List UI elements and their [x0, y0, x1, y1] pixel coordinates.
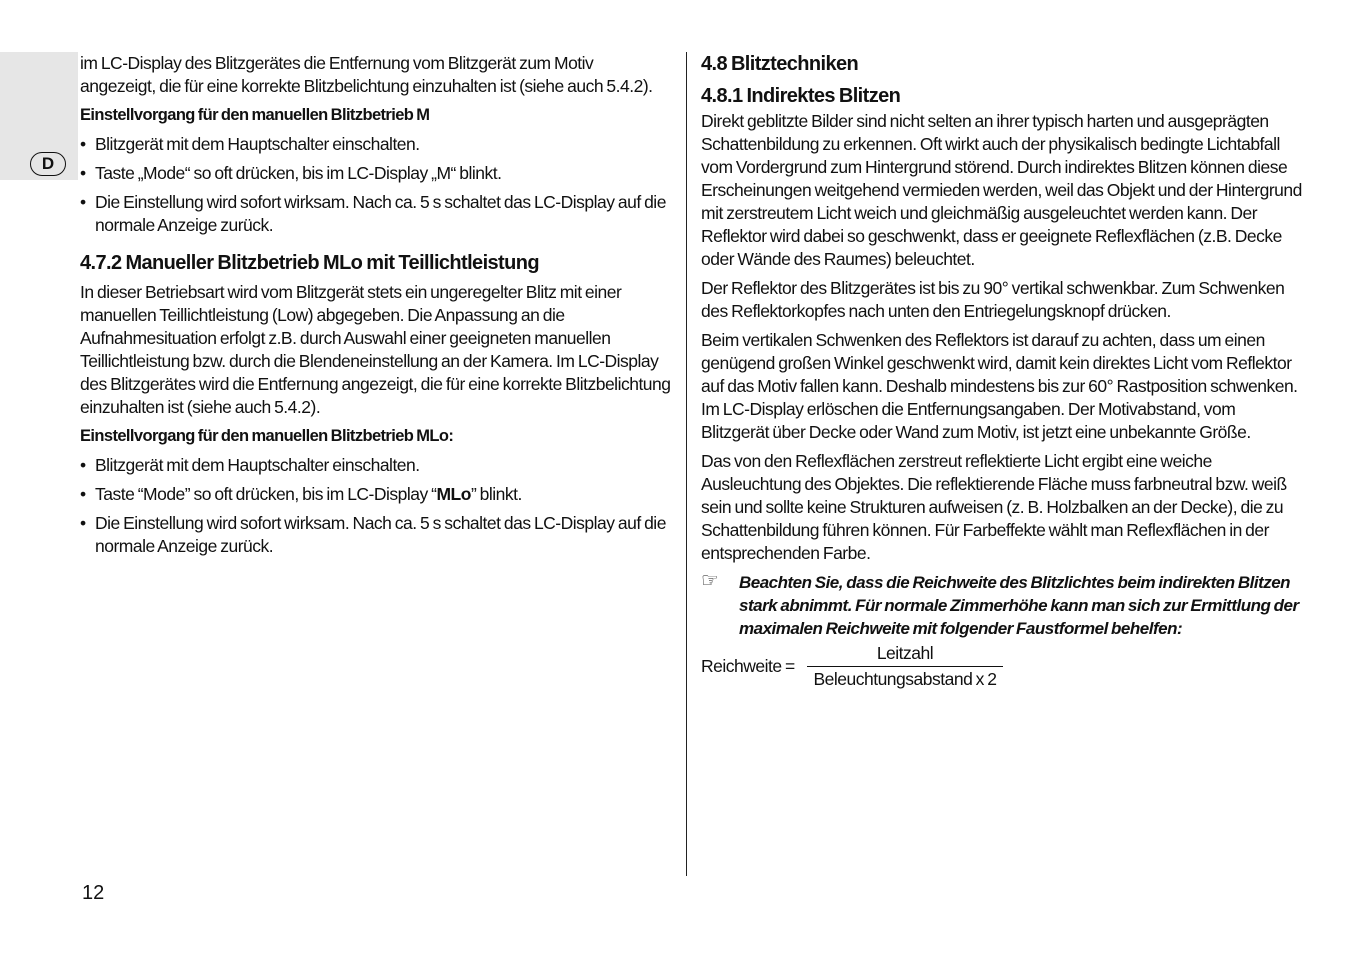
list-item [80, 512, 672, 558]
section-heading-4-8: 4.8 Blitztechniken [701, 53, 859, 75]
list-item-text: Die Einstellung wird sofort wirksam. Nach ca. 5 s schaltet das LC-Display auf die normale Anzeige zurück. [95, 513, 666, 556]
list-item [80, 483, 672, 506]
note-text: Beachten Sie, dass die Reichweite des Blitzlichtes beim indirekten Blitzen stark abnimmt. Für normale Zimmerhöhe kann man sich zur Ermittlung der maximalen Reichweite mit folgender Faustformel behelfen: [739, 573, 1299, 638]
note-block [701, 571, 1303, 640]
list-item-text-start: Taste “Mode” so oft drücken, bis im LC-Display “ [95, 484, 437, 504]
mode-code-mlo: MLo [436, 484, 471, 504]
list-item-text: Blitzgerät mit dem Hauptschalter einschalten. [95, 134, 420, 154]
language-tab [0, 52, 78, 180]
pointing-hand-icon: ☞ [701, 570, 719, 592]
formula-denominator: Beleuchtungsabstand x 2 [813, 669, 997, 689]
list-item [80, 133, 672, 156]
page-number: 12 [82, 882, 105, 904]
list-item-text [95, 484, 522, 504]
paragraph: Das von den Reflexflächen zerstreut reflektierte Licht ergibt eine weiche Ausleuchtung des Objektes. Die reflektierende Fläche muss farbneutral bzw. weiß sein und sollte keine Strukturen aufweisen (z. B. Holzbalken an der Decke), die zu Schattenbildung führen können. Für Farbeffekte wählt man Reflexflächen in der entsprechenden Farbe. [701, 451, 1287, 563]
paragraph: Beim vertikalen Schwenken des Reflektors ist darauf zu achten, dass um einen genügend großen Winkel geschwenkt wird, damit kein direktes Licht vom Reflektor auf das Motiv fallen kann. Deshalb mindestens bis zur 60° Rastposition schwenken. Im LC-Display erlöschen die Entfernungsangaben. Der Motivabstand, vom Blitzgerät über Decke oder Wand zum Motiv, ist jetzt eine unbekannte Größe. [701, 330, 1298, 442]
list-item-text-end: ” blinkt. [470, 484, 522, 504]
range-formula [701, 642, 1303, 688]
language-badge: D [30, 152, 66, 176]
bullet-icon: • [80, 484, 86, 504]
intro-paragraph: im LC-Display des Blitzgerätes die Entfernung vom Blitzgerät zum Motiv angezeigt, die für eine korrekte Blitzbelichtung einzuhalten ist (siehe auch 5.4.2). [80, 53, 653, 96]
bullet-icon: • [80, 192, 86, 212]
list-item [80, 162, 672, 185]
formula-lhs: Reichweite = [701, 656, 795, 676]
section-heading-4-8-1: 4.8.1 Indirektes Blitzen [701, 85, 901, 107]
paragraph: Direkt geblitzte Bilder sind nicht selten an ihrer typisch harten und ausgeprägten Schattenbildung zu erkennen. Oft wirkt auch der physikalisch bedingte Lichtabfall vom Vordergrund zum Hintergrund störend. Durch indirektes Blitzen können diese Erscheinungen weitgehend vermieden werden, weil das Objekt und der Hintergrund mit zerstreutem Licht weich und gleichmäßig ausgeleuchtet werden kann. Der Reflektor wird dabei so geschwenkt, dass er geeignete Reflexflächen (z.B. Decke oder Wände des Raumes) beleuchtet. [701, 111, 1302, 269]
formula-fraction [807, 642, 1003, 691]
bullet-icon: • [80, 134, 86, 154]
paragraph-4-7-2: In dieser Betriebsart wird vom Blitzgerät stets ein ungeregelter Blitz mit einer manuellen Teillichtleistung (Low) abgegeben. Die Anpassung an die Aufnahmesituation erfolgt z.B. durch Auswahl einer geeigneten manuellen Teillichtleistung bzw. durch die Blendeneinstellung an der Kamera. Im LC-Display des Blitzgerätes wird die Entfernung angezeigt, die für eine korrekte Blitzbelichtung einzuhalten ist (siehe auch 5.4.2). [80, 282, 671, 417]
list-item [80, 454, 672, 477]
paragraph: Der Reflektor des Blitzgerätes ist bis zu 90° vertikal schwenkbar. Zum Schwenken des Reflektorkopfes nach unten den Entriegelungsknopf drücken. [701, 278, 1285, 321]
subheading-manual-mlo: Einstellvorgang für den manuellen Blitzbetrieb MLo: [80, 427, 454, 445]
left-column [80, 52, 672, 564]
list-item-text: Die Einstellung wird sofort wirksam. Nach ca. 5 s schaltet das LC-Display auf die normale Anzeige zurück. [95, 192, 666, 235]
section-heading-4-7-2: 4.7.2 Manueller Blitzbetrieb MLo mit Teillichtleistung [80, 252, 539, 274]
bullet-icon: • [80, 513, 86, 533]
right-column [701, 52, 1303, 688]
list-item-text: Taste „Mode“ so oft drücken, bis im LC-Display „M“ blinkt. [95, 163, 502, 183]
list-item-text: Blitzgerät mit dem Hauptschalter einschalten. [95, 455, 420, 475]
list-item [80, 191, 672, 237]
subheading-manual-m: Einstellvorgang für den manuellen Blitzbetrieb M [80, 106, 430, 124]
column-divider [686, 52, 687, 876]
bullet-icon: • [80, 455, 86, 475]
bullet-icon: • [80, 163, 86, 183]
formula-numerator: Leitzahl [807, 642, 1003, 667]
